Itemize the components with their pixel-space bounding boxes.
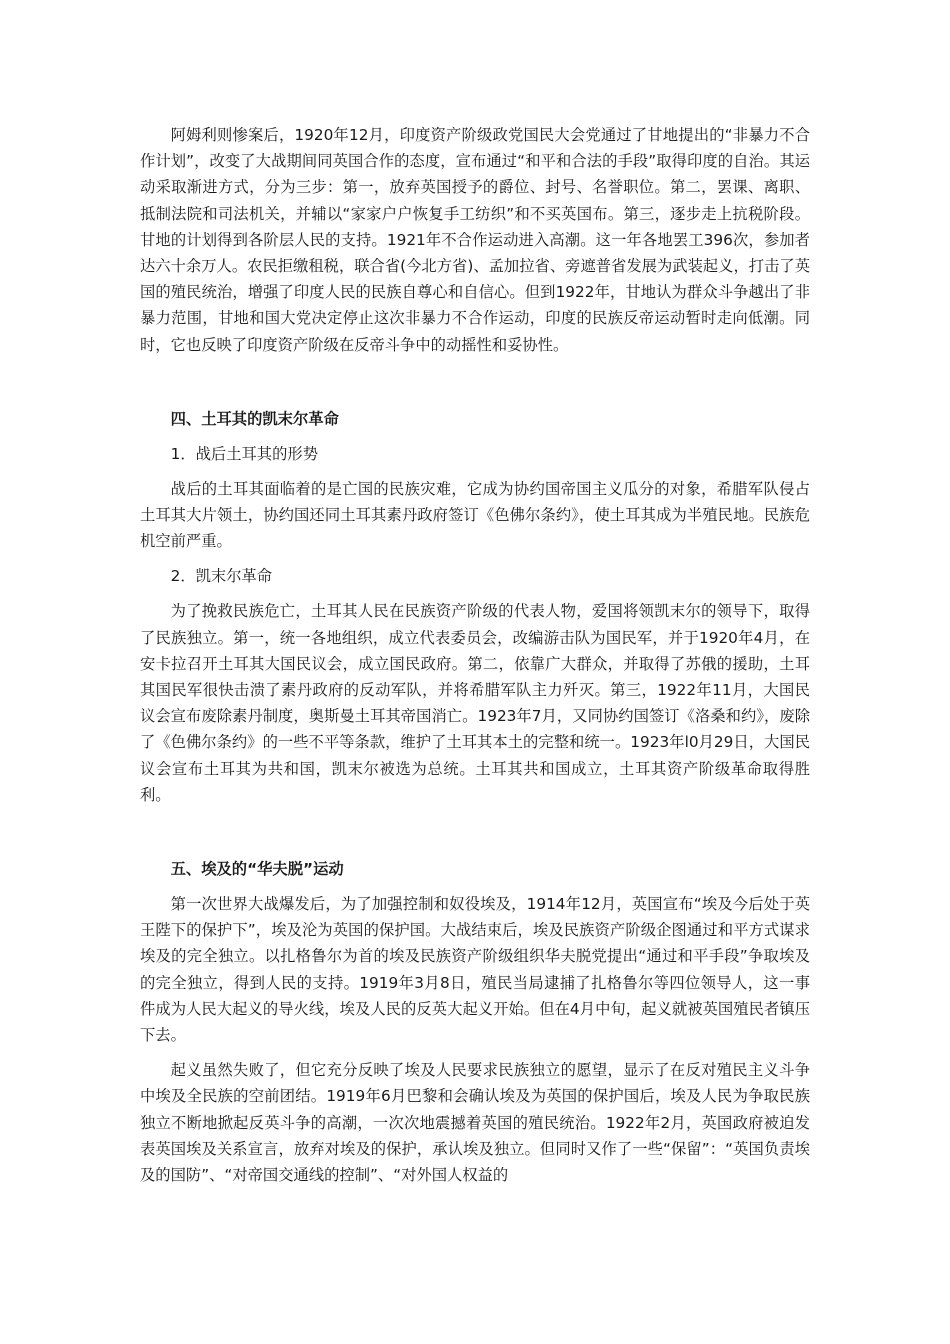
paragraph-turkey-crisis: 战后的土耳其面临着的是亡国的民族灾难，它成为协约国帝国主义瓜分的对象，希腊军队侵占土耳其大片领土，协约国还同土耳其素丹政府签订《色佛尔条约》，使土耳其成为半殖民地。民族危机空前严重。	[140, 479, 810, 551]
paragraph-egypt-independence: 起义虽然失败了，但它充分反映了埃及人民要求民族独立的愿望，显示了在反对殖民主义斗争中埃及全民族的空前团结。1919年6月巴黎和会确认埃及为英国的保护国后，埃及人民为争取民族独立不断地掀起反英斗争的高潮，一次次地震撼着英国的殖民统治。1922年2月，英国政府被迫发表英国埃及关系宣言，放弃对埃及的保护，承认埃及独立。但同时又作了一些“保留”：“英国负责埃及的国防”、“对帝国交通线的控制”、“对外国人权益的	[140, 1061, 810, 1185]
heading-gap	[140, 432, 810, 441]
heading-gap	[140, 554, 810, 563]
heading-gap	[140, 467, 810, 476]
heading-gap	[140, 882, 810, 891]
section-gap	[140, 358, 810, 406]
section-gap	[140, 808, 810, 856]
paragraph-kemalist-revolution: 为了挽救民族危亡，土耳其人民在民族资产阶级的代表人物，爱国将领凯末尔的领导下，取得了民族独立。第一，统一各地组织，成立代表委员会，改编游击队为国民军，并于1920年4月，在安卡拉召开土耳其大国民议会，成立国民政府。第二，依靠广大群众，并取得了苏俄的援助，土耳其国民军很快击溃了素丹政府的反动军队，并将希腊军队主力歼灭。第三，1922年11月，大国民议会宣布废除素丹制度，奥斯曼土耳其帝国消亡。1923年7月，又同协约国签订《洛桑和约》，废除了《色佛尔条约》的一些不平等条款，维护了土耳其本土的完整和统一。1923年l0月29日，大国民议会宣布土耳其为共和国，凯末尔被选为总统。土耳其共和国成立，土耳其资产阶级革命取得胜利。	[140, 602, 810, 804]
section-heading-turkey: 四、土耳其的凯末尔革命	[170, 409, 339, 428]
paragraph-egypt-uprising: 第一次世界大战爆发后，为了加强控制和奴役埃及，1914年12月，英国宣布“埃及今后处于英王陛下的保护下”，埃及沦为英国的保护国。大战结束后，埃及民族资产阶级企图通过和平方式谋求埃及的完全独立。以扎格鲁尔为首的埃及民族资产阶级组织华夫脱党提出“通过和平手段”争取埃及的完全独立，得到人民的支持。1919年3月8日，殖民当局逮捕了扎格鲁尔等四位领导人，这一事件成为人民大起义的导火线，埃及人民的反英大起义开始。但在4月中旬，起义就被英国殖民者镇压下去。	[140, 895, 810, 1045]
section-heading-egypt: 五、埃及的“华夫脱”运动	[170, 860, 344, 879]
subheading-kemalist-revolution: 2．凯末尔革命	[170, 567, 273, 586]
subheading-postwar-turkey: 1．战后土耳其的形势	[170, 444, 318, 463]
heading-gap	[140, 589, 810, 598]
paragraph-india-noncooperation: 阿姆利则惨案后，1920年12月，印度资产阶级政党国民大会党通过了甘地提出的“非暴力不合作计划”，改变了大战期间同英国合作的态度，宣布通过“和平和合法的手段”取得印度的自治。其运动采取渐进方式，分为三步：第一，放弃英国授予的爵位、封号、名誉职位。第二，罢课、离职、抵制法院和司法机关，并辅以“家家户户恢复手工纺织”和不买英国布。第三，逐步走上抗税阶段。甘地的计划得到各阶层人民的支持。1921年不合作运动进入高潮。这一年各地罢工396次，参加者达六十余万人。农民拒缴租税，联合省(今北方省)、孟加拉省、旁遮普省发展为武装起义，打击了英国的殖民统治，增强了印度人民的民族自尊心和自信心。但到1922年，甘地认为群众斗争越出了非暴力范围，甘地和国大党决定停止这次非暴力不合作运动，印度的民族反帝运动暂时走向低潮。同时，它也反映了印度资产阶级在反帝斗争中的动摇性和妥协性。	[140, 126, 810, 354]
heading-gap	[140, 1048, 810, 1057]
